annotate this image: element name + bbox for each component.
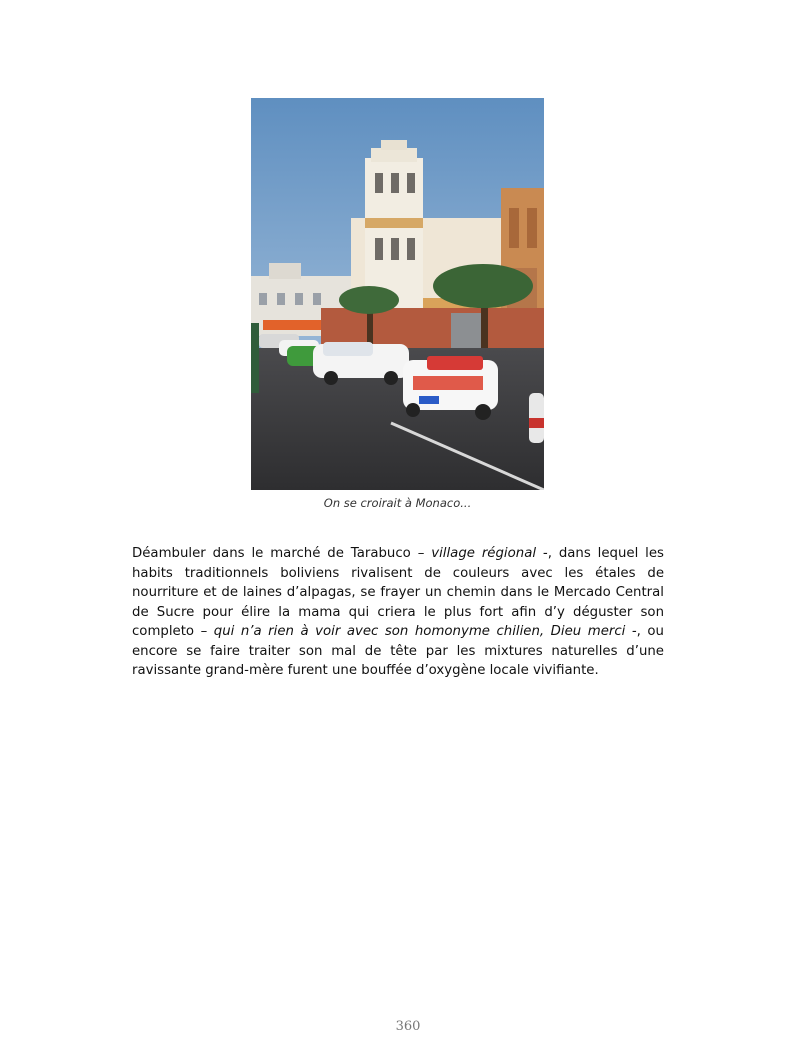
- paragraph-emphasis-1: village régional -: [431, 546, 548, 561]
- figure-caption: On se croirait à Monaco...: [323, 496, 472, 510]
- page-number: 360: [395, 1019, 421, 1034]
- street-photo: [251, 98, 544, 490]
- paragraph-text-2: , dans lequel les habits traditionnels boliviens rivalisent de couleurs avec les étales de nourriture et de laines d’alpagas, se frayer un chemin dans le Mercado Central de Sucre pour élire la mama qui criera le plus fort afin d’y déguster son completo –: [132, 546, 664, 639]
- paragraph-text-3: , ou encore se faire traiter son mal de tête par les mixtures naturelles d’une ravissante grand-mère furent une bouffée d’oxygène locale vivifiante.: [132, 624, 664, 678]
- paragraph-text-1: Déambuler dans le marché de Tarabuco –: [132, 546, 432, 561]
- body-paragraph: [132, 544, 664, 681]
- paragraph-emphasis-2: qui n’a rien à voir avec son homonyme chilien, Dieu merci -: [213, 624, 637, 639]
